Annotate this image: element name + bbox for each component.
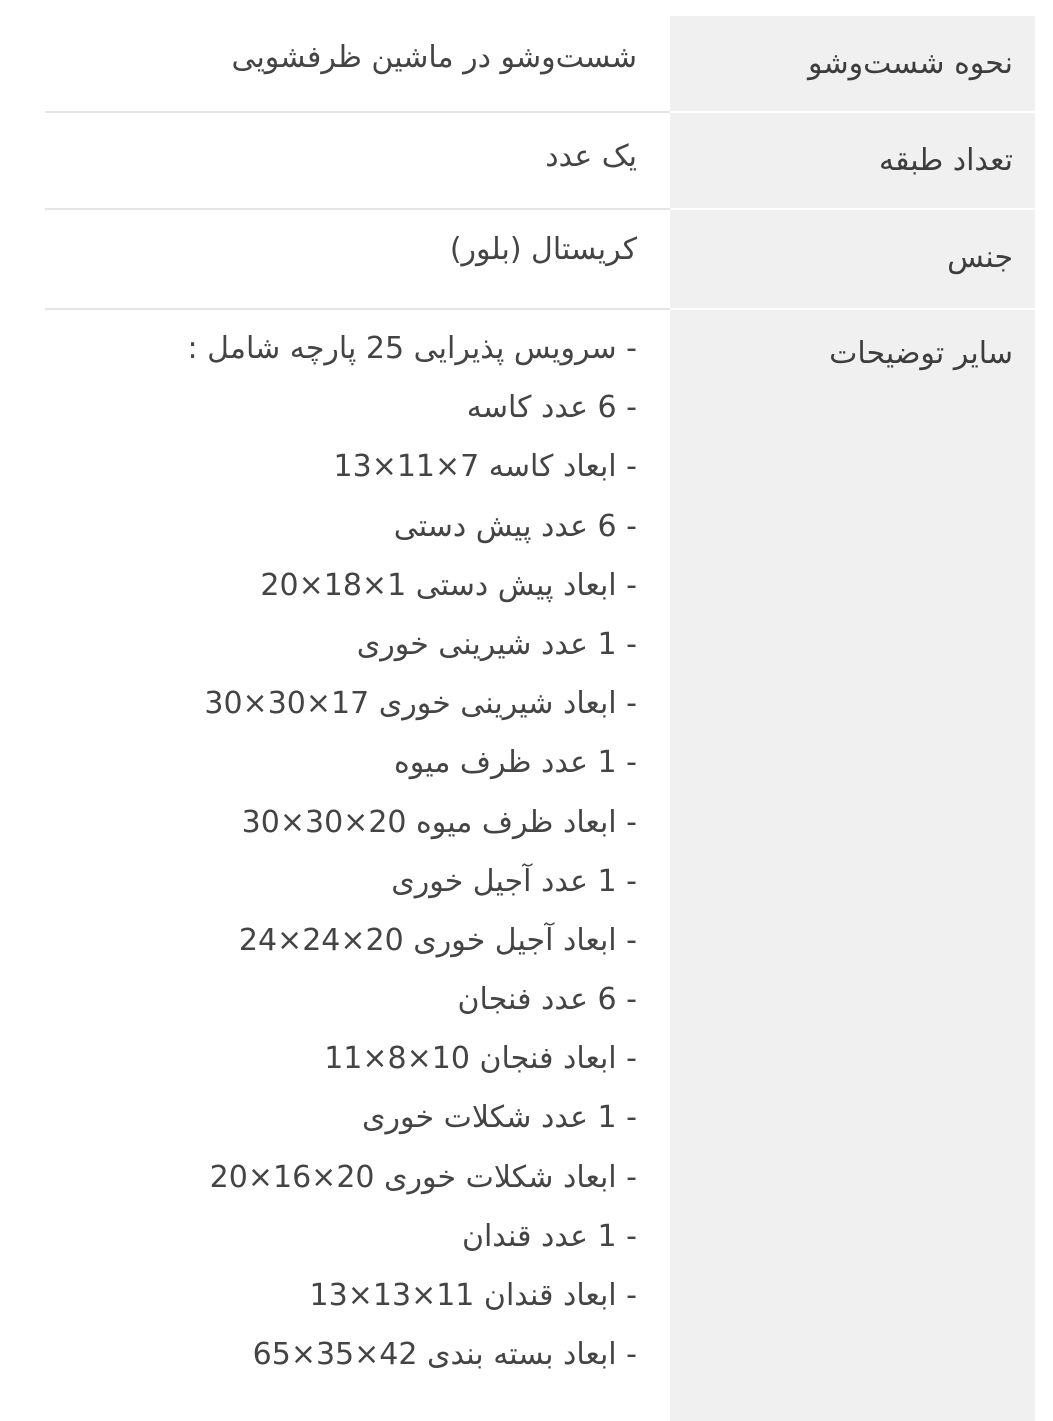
spec-value-washing: شست‌وشو در ماشین ظرفشویی [231, 40, 637, 75]
spec-row-other [45, 310, 1035, 1421]
description-line: - 1 عدد ظرف میوه [394, 745, 637, 781]
spec-label-cell [670, 16, 1035, 113]
description-line: - ابعاد قندان 11×13×13 [309, 1278, 637, 1313]
spec-label-other: سایر توضیحات [829, 336, 1013, 371]
description-line: - 1 عدد شیرینی خوری [356, 626, 637, 662]
description-line: - 1 عدد شکلات خوری [362, 1100, 637, 1136]
description-line: - سرویس پذیرایی 25 پارچه شامل : [187, 331, 637, 366]
description-line: - 6 عدد پیش دستی [393, 508, 637, 544]
description-list [45, 330, 637, 1395]
spec-label-washing: نحوه شست‌وشو [808, 46, 1013, 81]
spec-value-cell [45, 310, 670, 1421]
spec-label-material: جنس [947, 240, 1013, 275]
description-line: - ابعاد کاسه 7×11×13 [333, 449, 637, 485]
description-line: - 6 عدد کاسه [466, 390, 637, 426]
description-line: - ابعاد شکلات خوری 20×16×20 [209, 1159, 637, 1195]
description-line: - 6 عدد فنجان [457, 982, 637, 1018]
spec-label-tiers: تعداد طبقه [879, 143, 1013, 178]
description-line: - ابعاد آجیل خوری 20×24×24 [238, 922, 637, 958]
product-specs-table [45, 16, 1035, 1421]
spec-value-cell [45, 113, 670, 210]
description-line: - ابعاد ظرف میوه 20×30×30 [241, 804, 637, 840]
spec-label-cell [670, 310, 1035, 1421]
spec-value-tiers: یک عدد [545, 139, 637, 174]
description-line: - ابعاد بسته بندی 42×35×65 [252, 1337, 637, 1373]
spec-row-tiers [45, 113, 1035, 210]
description-line: - ابعاد فنجان 10×8×11 [324, 1041, 637, 1077]
description-line: - 1 عدد قندان [461, 1218, 637, 1254]
spec-row-material [45, 210, 1035, 310]
spec-value-cell [45, 16, 670, 113]
description-line: - 1 عدد آجیل خوری [391, 863, 637, 899]
spec-label-cell [670, 113, 1035, 210]
spec-value-material: کریستال (بلور) [449, 232, 637, 267]
description-line: - ابعاد شیرینی خوری 17×30×30 [204, 686, 637, 722]
spec-row-washing [45, 16, 1035, 113]
spec-label-cell [670, 210, 1035, 310]
spec-value-cell [45, 210, 670, 310]
description-line: - ابعاد پیش دستی 1×18×20 [260, 567, 637, 603]
